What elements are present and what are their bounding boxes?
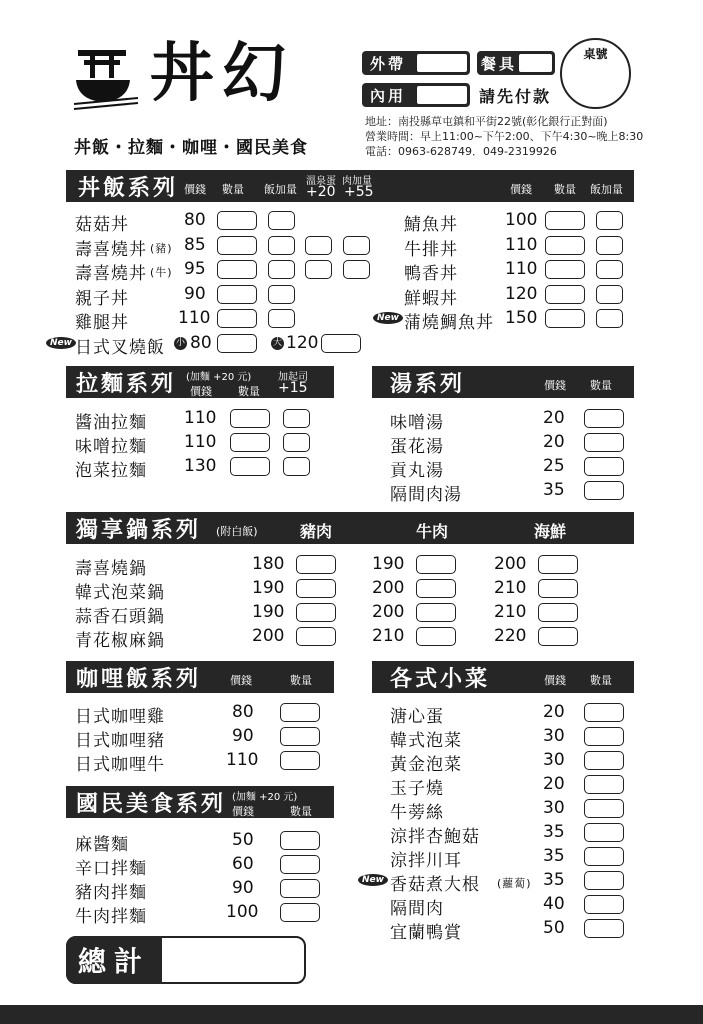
menu-item-price: 35 bbox=[543, 480, 565, 500]
menu-item-name: 香菇煮大根 bbox=[390, 875, 480, 895]
quantity-field[interactable] bbox=[584, 775, 624, 794]
menu-item-price: 110 bbox=[505, 235, 538, 255]
small-size-icon: 小 bbox=[175, 338, 185, 348]
quantity-field[interactable] bbox=[545, 285, 585, 304]
quantity-field[interactable] bbox=[545, 236, 585, 255]
large-size-icon: 大 bbox=[272, 338, 282, 348]
pork-quantity-field[interactable] bbox=[296, 627, 336, 646]
quantity-field[interactable] bbox=[545, 260, 585, 279]
takeout-label: 外帶 bbox=[362, 51, 470, 75]
utensils-field[interactable] bbox=[518, 53, 553, 73]
menu-item-name: 醬油拉麵 bbox=[75, 413, 147, 433]
menu-item-name: 鯖魚丼 bbox=[404, 215, 458, 235]
menu-item-name: 韓式泡菜 bbox=[390, 731, 462, 751]
beef-price: 210 bbox=[372, 626, 405, 646]
seafood-quantity-field[interactable] bbox=[538, 555, 578, 574]
address: 地址：南投縣草屯鎮和平街22號(彰化銀行正對面) bbox=[365, 115, 608, 128]
menu-item-price: 100 bbox=[226, 902, 259, 922]
pork-price: 200 bbox=[252, 626, 285, 646]
menu-item-price: 110 bbox=[178, 308, 211, 328]
menu-item-name: 玉子燒 bbox=[390, 779, 444, 799]
quantity-field[interactable] bbox=[584, 919, 624, 938]
quantity-field[interactable] bbox=[584, 481, 624, 500]
table-number-label: 桌號 bbox=[583, 47, 608, 61]
menu-item-name: 鴨香丼 bbox=[404, 264, 458, 284]
menu-item-name: 青花椒麻鍋 bbox=[75, 631, 165, 651]
soup-section-header: 湯系列 價錢 數量 bbox=[372, 366, 634, 398]
seafood-price: 200 bbox=[494, 554, 527, 574]
beef-quantity-field[interactable] bbox=[416, 555, 456, 574]
logo-bowl-icon bbox=[72, 46, 142, 112]
menu-item-name: 蛋花湯 bbox=[390, 437, 444, 457]
menu-item-name: 辛口拌麵 bbox=[75, 859, 147, 879]
menu-item-price: 85 bbox=[184, 235, 206, 255]
quantity-field[interactable] bbox=[584, 871, 624, 890]
quantity-field[interactable] bbox=[280, 855, 320, 874]
beef-quantity-field[interactable] bbox=[416, 627, 456, 646]
menu-item-price: 80 bbox=[184, 210, 206, 230]
menu-item-price: 90 bbox=[184, 284, 206, 304]
pork-quantity-field[interactable] bbox=[296, 555, 336, 574]
menu-item-price: 80 bbox=[190, 333, 212, 353]
menu-item-price: 40 bbox=[543, 894, 565, 914]
menu-item-price: 150 bbox=[505, 308, 538, 328]
menu-item-name: 菇菇丼 bbox=[75, 215, 129, 235]
beef-quantity-field[interactable] bbox=[416, 603, 456, 622]
menu-item-price: 20 bbox=[543, 702, 565, 722]
quantity-field[interactable] bbox=[584, 409, 624, 428]
seafood-quantity-field[interactable] bbox=[538, 603, 578, 622]
menu-item-name: 日式叉燒飯 bbox=[75, 338, 165, 358]
quantity-field[interactable] bbox=[545, 211, 585, 230]
quantity-field[interactable] bbox=[321, 334, 361, 353]
menu-item-name: 牛肉拌麵 bbox=[75, 907, 147, 927]
beef-quantity-field[interactable] bbox=[416, 579, 456, 598]
quantity-field[interactable] bbox=[584, 751, 624, 770]
menu-item-name: 韓式泡菜鍋 bbox=[75, 583, 165, 603]
menu-item-price: 110 bbox=[505, 259, 538, 279]
menu-item-name: 雞腿丼 bbox=[75, 313, 129, 333]
menu-item-note: (牛) bbox=[150, 266, 173, 279]
seafood-quantity-field[interactable] bbox=[538, 579, 578, 598]
menu-item-price: 25 bbox=[543, 456, 565, 476]
hotpot-section-header: 獨享鍋系列 (附白飯) 豬肉 牛肉 海鮮 bbox=[66, 512, 634, 544]
ramen-section-header: 拉麵系列 (加麵 +20 元) 價錢 數量 加起司 +15 bbox=[66, 366, 334, 398]
menu-item-name: 宜蘭鴨賞 bbox=[390, 923, 462, 943]
quantity-field[interactable] bbox=[230, 433, 270, 452]
menu-item-name: 貢丸湯 bbox=[390, 461, 444, 481]
extra-rice-field[interactable] bbox=[268, 211, 295, 230]
menu-item-name: 麻醬麵 bbox=[75, 835, 129, 855]
menu-item-price: 110 bbox=[184, 408, 217, 428]
menu-item-price: 20 bbox=[543, 408, 565, 428]
menu-item-name: 日式咖哩豬 bbox=[75, 731, 165, 751]
extra-rice-field[interactable] bbox=[596, 285, 623, 304]
logo-text: 丼幻 bbox=[150, 36, 294, 111]
menu-item-price: 80 bbox=[232, 702, 254, 722]
menu-item-name: 黃金泡菜 bbox=[390, 755, 462, 775]
menu-item-name: 壽喜燒丼 bbox=[75, 240, 147, 260]
extra-rice-field[interactable] bbox=[268, 285, 295, 304]
quantity-field[interactable] bbox=[584, 727, 624, 746]
menu-item-name: 味噌湯 bbox=[390, 413, 444, 433]
menu-item-price: 30 bbox=[543, 798, 565, 818]
menu-item-price: 35 bbox=[543, 822, 565, 842]
cheese-field[interactable] bbox=[283, 409, 310, 428]
menu-item-name: 涼拌川耳 bbox=[390, 851, 462, 871]
seafood-quantity-field[interactable] bbox=[538, 627, 578, 646]
menu-item-price: 90 bbox=[232, 878, 254, 898]
menu-item-price: 35 bbox=[543, 870, 565, 890]
table-number-field[interactable] bbox=[560, 38, 631, 109]
seafood-price: 220 bbox=[494, 626, 527, 646]
new-badge: New bbox=[46, 337, 76, 349]
menu-item-price: 130 bbox=[184, 456, 217, 476]
pork-quantity-field[interactable] bbox=[296, 603, 336, 622]
utensils-label: 餐具 bbox=[477, 51, 555, 75]
menu-item-name: 隔間肉 bbox=[390, 899, 444, 919]
quantity-field[interactable] bbox=[217, 260, 257, 279]
quantity-field[interactable] bbox=[217, 285, 257, 304]
seafood-price: 210 bbox=[494, 578, 527, 598]
menu-item-price: 120 bbox=[505, 284, 538, 304]
total-label: 總計 bbox=[66, 936, 162, 984]
new-badge: New bbox=[358, 874, 388, 886]
menu-item-name: 涼拌杏鮑菇 bbox=[390, 827, 480, 847]
extra-meat-field[interactable] bbox=[343, 236, 370, 255]
menu-item-price: 35 bbox=[543, 846, 565, 866]
cheese-field[interactable] bbox=[283, 457, 310, 476]
quantity-field[interactable] bbox=[584, 823, 624, 842]
menu-item-price: 50 bbox=[543, 918, 565, 938]
menu-item-price: 50 bbox=[232, 830, 254, 850]
menu-item-name: 日式咖哩牛 bbox=[75, 755, 165, 775]
hot-spring-egg-field[interactable] bbox=[305, 236, 332, 255]
menu-item-name: 豬肉拌麵 bbox=[75, 883, 147, 903]
beef-price: 190 bbox=[372, 554, 405, 574]
curry-section-header: 咖哩飯系列 價錢 數量 bbox=[66, 661, 334, 693]
quantity-field[interactable] bbox=[584, 847, 624, 866]
menu-item-name: 壽喜燒丼 bbox=[75, 264, 147, 284]
prepay-notice: 請先付款 bbox=[479, 87, 552, 106]
quantity-field[interactable] bbox=[217, 334, 257, 353]
extra-rice-field[interactable] bbox=[596, 236, 623, 255]
menu-item-name: 味噌拉麵 bbox=[75, 437, 147, 457]
menu-item-price: 60 bbox=[232, 854, 254, 874]
pork-price: 190 bbox=[252, 578, 285, 598]
extra-rice-field[interactable] bbox=[268, 260, 295, 279]
menu-item-name: 牛蒡絲 bbox=[390, 803, 444, 823]
pork-quantity-field[interactable] bbox=[296, 579, 336, 598]
menu-item-price: 110 bbox=[226, 750, 259, 770]
menu-item-price: 30 bbox=[543, 750, 565, 770]
quantity-field[interactable] bbox=[280, 751, 320, 770]
quantity-field[interactable] bbox=[230, 409, 270, 428]
quantity-field[interactable] bbox=[217, 236, 257, 255]
menu-item-price: 110 bbox=[184, 432, 217, 452]
menu-item-price: 30 bbox=[543, 726, 565, 746]
quantity-field[interactable] bbox=[584, 895, 624, 914]
menu-item-name: 泡菜拉麵 bbox=[75, 461, 147, 481]
quantity-field[interactable] bbox=[217, 309, 257, 328]
quantity-field[interactable] bbox=[584, 799, 624, 818]
menu-item-name: 溏心蛋 bbox=[390, 707, 444, 727]
footer-bar bbox=[0, 1005, 703, 1024]
menu-item-name: 鮮蝦丼 bbox=[404, 289, 458, 309]
quantity-field[interactable] bbox=[280, 903, 320, 922]
quantity-field[interactable] bbox=[280, 831, 320, 850]
menu-item-name: 日式咖哩雞 bbox=[75, 707, 165, 727]
menu-item-name: 蒲燒鯛魚丼 bbox=[404, 313, 494, 333]
menu-item-price: 95 bbox=[184, 259, 206, 279]
takeout-field[interactable] bbox=[416, 53, 468, 73]
beef-price: 200 bbox=[372, 578, 405, 598]
seafood-price: 210 bbox=[494, 602, 527, 622]
national-section-header: 國民美食系列 (加麵 +20 元) 價錢 數量 bbox=[66, 786, 334, 818]
menu-item-price: 20 bbox=[543, 774, 565, 794]
menu-item-price: 90 bbox=[232, 726, 254, 746]
extra-rice-field[interactable] bbox=[268, 236, 295, 255]
menu-item-price: 100 bbox=[505, 210, 538, 230]
quantity-field[interactable] bbox=[584, 703, 624, 722]
new-badge: New bbox=[373, 312, 403, 324]
quantity-field[interactable] bbox=[217, 211, 257, 230]
menu-item-name: 蒜香石頭鍋 bbox=[75, 607, 165, 627]
don-section-header: 丼飯系列 價錢 數量 飯加量 溫泉蛋 肉加量 +20 +55 價錢 數量 飯加量 bbox=[66, 170, 634, 202]
hot-spring-egg-field[interactable] bbox=[305, 260, 332, 279]
sides-section-header: 各式小菜 價錢 數量 bbox=[372, 661, 634, 693]
quantity-field[interactable] bbox=[280, 703, 320, 722]
phone: 電話：0963-628749．049-2319926 bbox=[365, 145, 557, 158]
menu-item-name: 隔間肉湯 bbox=[390, 485, 462, 505]
menu-item-name: 牛排丼 bbox=[404, 240, 458, 260]
tagline: 丼飯・拉麵・咖哩・國民美食 bbox=[74, 138, 308, 158]
menu-item-note: (蘿蔔) bbox=[497, 877, 532, 890]
extra-rice-field[interactable] bbox=[596, 211, 623, 230]
extra-meat-field[interactable] bbox=[343, 260, 370, 279]
quantity-field[interactable] bbox=[584, 433, 624, 452]
quantity-field[interactable] bbox=[545, 309, 585, 328]
quantity-field[interactable] bbox=[280, 727, 320, 746]
extra-rice-field[interactable] bbox=[596, 309, 623, 328]
pork-price: 190 bbox=[252, 602, 285, 622]
extra-rice-field[interactable] bbox=[596, 260, 623, 279]
quantity-field[interactable] bbox=[280, 879, 320, 898]
menu-item-price: 120 bbox=[286, 333, 319, 353]
menu-item-name: 親子丼 bbox=[75, 289, 129, 309]
quantity-field[interactable] bbox=[230, 457, 270, 476]
menu-item-price: 20 bbox=[543, 432, 565, 452]
menu-item-note: (豬) bbox=[150, 242, 173, 255]
quantity-field[interactable] bbox=[584, 457, 624, 476]
extra-rice-field[interactable] bbox=[268, 309, 295, 328]
hours: 營業時間：早上11:00~下午2:00、下午4:30~晚上8:30 bbox=[365, 130, 644, 143]
dinein-label: 內用 bbox=[362, 83, 470, 107]
menu-item-name: 壽喜燒鍋 bbox=[75, 559, 147, 579]
dinein-field[interactable] bbox=[416, 85, 468, 105]
pork-price: 180 bbox=[252, 554, 285, 574]
cheese-field[interactable] bbox=[283, 433, 310, 452]
beef-price: 200 bbox=[372, 602, 405, 622]
